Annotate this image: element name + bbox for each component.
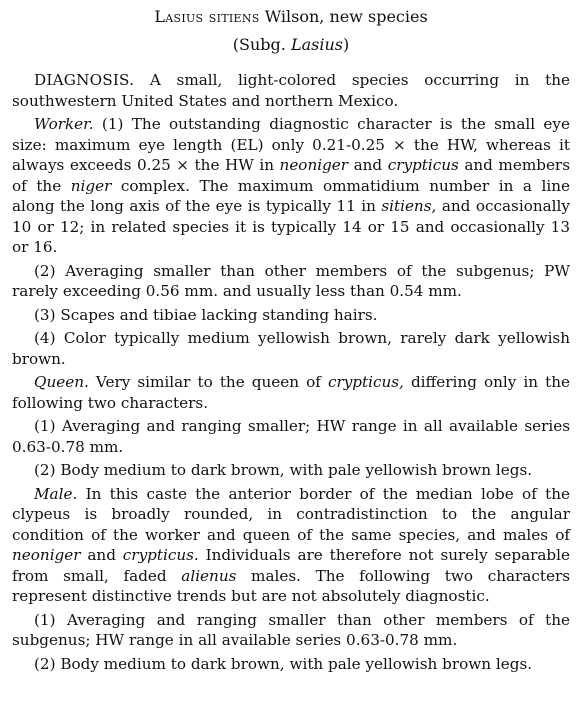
subgenus-line bbox=[12, 34, 570, 56]
species-author: Wilson, new species bbox=[264, 7, 428, 26]
queen-label: Queen. bbox=[34, 373, 89, 391]
diagnosis-paragraph bbox=[12, 70, 570, 111]
male-character-1: (1) Averaging and ranging smaller than other members of the subgenus; HW range in all available series 0.63-0.78 mm. bbox=[12, 610, 570, 649]
worker-label: Worker. bbox=[34, 115, 94, 133]
subgenus-name: Lasius bbox=[290, 35, 343, 54]
queen-paragraph bbox=[12, 372, 570, 413]
male-italic-3: alienus bbox=[181, 566, 237, 585]
queen-character-1: (1) Averaging and ranging smaller; HW range in all available series 0.63-0.78 mm. bbox=[12, 417, 570, 456]
male-text-4: males. The following two characters represent distinctive trends but are not absolutely diagnostic. bbox=[12, 566, 571, 605]
worker-c1-italic-3: niger bbox=[70, 176, 112, 195]
male-italic-2: crypticus. bbox=[122, 546, 199, 564]
species-title bbox=[12, 6, 570, 28]
male-paragraph bbox=[12, 484, 570, 607]
worker-c1-italic-2: crypticus bbox=[387, 156, 459, 174]
subgenus-suffix: ) bbox=[342, 35, 350, 54]
male-text-1: In this caste the anterior border of the median lobe of the clypeus is broadly rounded, in contradistinction to the angular condition of the worker and queen of the same species, and males of bbox=[12, 484, 570, 544]
worker-character-4: (4) Color typically medium yellowish brown, rarely dark yellowish brown. bbox=[12, 329, 570, 368]
queen-text-1: Very similar to the queen of bbox=[88, 373, 328, 391]
worker-c1-italic-4: sitiens, bbox=[381, 197, 437, 215]
male-text-3: Individuals are therefore not surely separable from small, faded bbox=[12, 546, 571, 585]
male-character-2: (2) Body medium to dark brown, with pale yellowish brown legs. bbox=[34, 654, 533, 673]
male-italic-1: neoniger bbox=[12, 546, 81, 564]
diagnosis-text: A small, light-colored species occurring in the southwestern United States and northern Mexico. bbox=[12, 71, 570, 110]
worker-c1-text-5: and occasionally 10 or 12; in related species it is typically 14 or 15 and occasionally 13 or 16. bbox=[12, 197, 570, 256]
worker-character-1 bbox=[12, 114, 570, 258]
worker-c1-text-4: complex. The maximum ommatidium number in a line along the long axis of the eye is typically 11 in bbox=[12, 176, 570, 215]
worker-c1-text-1: (1) The outstanding diagnostic character is the small eye size: maximum eye length (EL) only 0.21-0.25 × the HW, whereas it always exceeds 0.25 × the HW in bbox=[12, 115, 570, 174]
subgenus-prefix: (Subg. bbox=[232, 35, 291, 54]
worker-c1-italic-1: neoniger bbox=[279, 156, 349, 174]
species-name: Lasius sitiens bbox=[154, 7, 260, 26]
queen-italic-1: crypticus, bbox=[327, 373, 404, 391]
diagnosis-label: DIAGNOSIS. bbox=[34, 71, 135, 89]
male-label: Male. bbox=[34, 484, 78, 503]
worker-c1-text-3: and members of the bbox=[12, 156, 570, 195]
queen-character-2: (2) Body medium to dark brown, with pale yellowish brown legs. bbox=[34, 461, 533, 479]
male-text-2: and bbox=[80, 546, 123, 564]
worker-character-3: (3) Scapes and tibiae lacking standing hairs. bbox=[34, 305, 378, 324]
worker-character-2: (2) Averaging smaller than other members of the subgenus; PW rarely exceeding 0.56 mm. and usually less than 0.54 mm. bbox=[12, 261, 570, 300]
queen-text-2: differing only in the following two characters. bbox=[12, 373, 570, 412]
worker-c1-text-2: and bbox=[348, 156, 388, 174]
